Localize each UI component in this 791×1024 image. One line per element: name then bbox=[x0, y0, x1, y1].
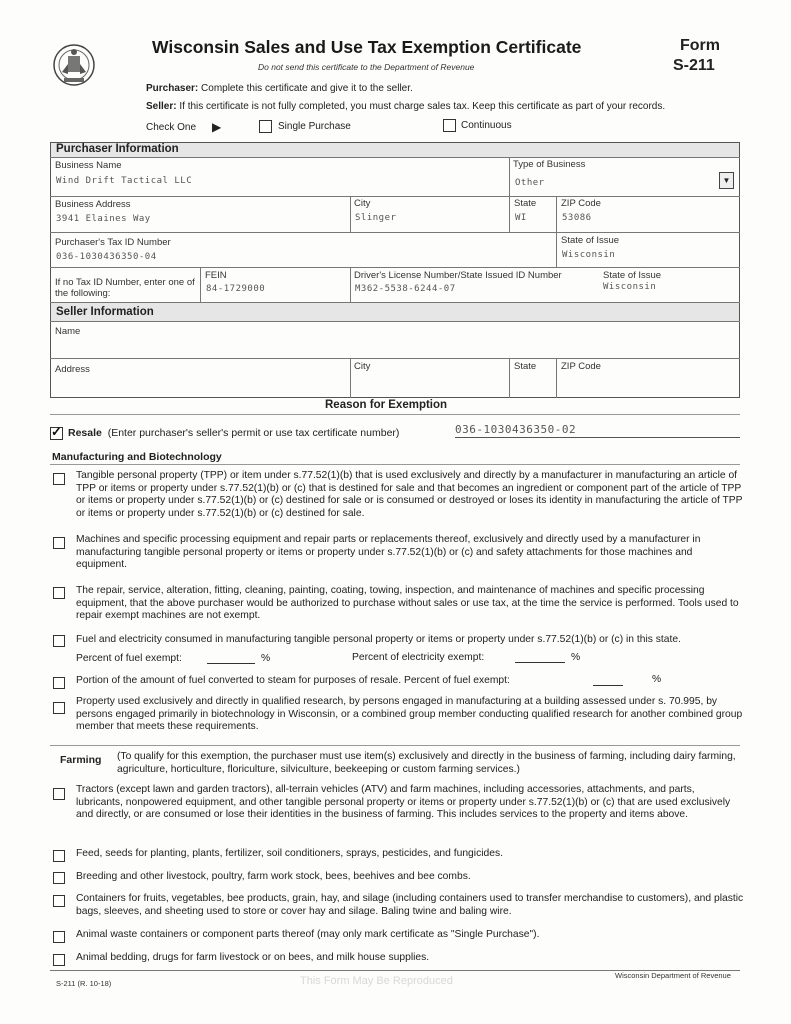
reason-title: Reason for Exemption bbox=[325, 399, 448, 411]
check-one-label: Check One bbox=[146, 122, 197, 133]
farm-feed-checkbox[interactable] bbox=[53, 850, 65, 862]
mfg-fuel-text: Fuel and electricity consumed in manufacturing tangible personal property or items or property under s.77.52(1)(b) or (c) in this state. bbox=[76, 634, 681, 645]
farming-title: Farming bbox=[60, 754, 102, 766]
drivers-license-field[interactable]: M362-5538-6244-07 bbox=[355, 284, 456, 294]
elec-pct-field[interactable] bbox=[515, 662, 565, 663]
mfg-repair-checkbox[interactable] bbox=[53, 587, 65, 599]
no-tax-id-label: If no Tax ID Number, enter one of the following: bbox=[55, 277, 195, 299]
seller-city-field[interactable] bbox=[352, 374, 507, 394]
business-address-field[interactable]: 3941 Elaines Way bbox=[56, 214, 151, 224]
type-of-business-select[interactable]: Other bbox=[515, 178, 545, 188]
state-seal bbox=[52, 40, 96, 90]
zip-label: ZIP Code bbox=[561, 198, 601, 209]
seller-address-label: Address bbox=[55, 364, 90, 375]
steam-pct-sign: % bbox=[652, 674, 662, 685]
seller-name-field[interactable] bbox=[52, 338, 738, 356]
arrow-right-icon: ▶ bbox=[212, 120, 222, 134]
tax-id-label: Purchaser's Tax ID Number bbox=[55, 237, 171, 248]
mfg-steam-checkbox[interactable] bbox=[53, 677, 65, 689]
resale-label: Resale (Enter purchaser's seller's permit or use tax certificate number) bbox=[68, 427, 400, 439]
fuel-pct-sign: % bbox=[261, 653, 271, 664]
mfg-machines-checkbox[interactable] bbox=[53, 537, 65, 549]
state-label: State bbox=[514, 198, 537, 209]
seller-name-label: Name bbox=[55, 326, 81, 337]
drivers-license-label: Driver's License Number/State Issued ID Number bbox=[354, 270, 562, 281]
chevron-down-icon[interactable]: ▼ bbox=[719, 172, 734, 189]
business-address-label: Business Address bbox=[55, 199, 131, 210]
business-name-label: Business Name bbox=[55, 160, 122, 171]
mfg-tpp-text: Tangible personal property (TPP) or item under s.77.52(1)(b) that is used exclusively and directly by a manufacturer in manufacturing an article of TPP or items or property under s.77.52(1)(b) or (c) that is destined for sale and that becomes an ingredient or component part of the article of TPP or items or property under s.77.52(1)(b) or (c) destined for sale or is consumed or destroyed or loses its identity in manufacturing the article of TPP or items or property under s.77.52(1)(b) or (c) destined for sale. bbox=[76, 470, 743, 519]
mfg-machines-text: Machines and specific processing equipment and repair parts or replacements thereof, exclusively and directly used by a manufacturer in manufacturing tangible personal property or items or property under s.77.52(1)(b) or (c) and safety attachments for those machines and equipment. bbox=[76, 534, 701, 571]
page-subtitle: Do not send this certificate to the Department of Revenue bbox=[258, 62, 475, 72]
mfg-fuel-checkbox[interactable] bbox=[53, 635, 65, 647]
mfg-research-checkbox[interactable] bbox=[53, 702, 65, 714]
farm-feed-text: Feed, seeds for planting, plants, fertilizer, soil conditioners, sprays, pesticides, and fungicides. bbox=[76, 848, 503, 859]
footer-dept: Wisconsin Department of Revenue bbox=[615, 971, 731, 980]
state-of-issue-field[interactable]: Wisconsin bbox=[562, 250, 616, 260]
seller-city-label: City bbox=[354, 361, 371, 372]
mfg-steam-text: Portion of the amount of fuel converted to steam for purposes of resale. Percent of fuel exempt: bbox=[76, 675, 510, 686]
purchaser-instruction: Purchaser: Complete this certificate and give it to the seller. bbox=[146, 83, 413, 94]
state-field[interactable]: WI bbox=[515, 213, 527, 223]
continuous-checkbox[interactable] bbox=[443, 119, 456, 132]
seller-instruction: Seller: If this certificate is not fully completed, you must charge sales tax. Keep this certificate as part of your records. bbox=[146, 101, 666, 112]
farm-waste-checkbox[interactable] bbox=[53, 931, 65, 943]
state-of-issue-label: State of Issue bbox=[561, 235, 620, 246]
type-of-business-label: Type of Business bbox=[513, 159, 586, 170]
city-label: City bbox=[354, 198, 371, 209]
dl-state-of-issue-label: State of Issue bbox=[603, 270, 662, 281]
fein-label: FEIN bbox=[205, 270, 227, 281]
single-purchase-checkbox[interactable] bbox=[259, 120, 272, 133]
mfg-research-text: Property used exclusively and directly in qualified research, by persons engaged in manufacturing at a building assessed under s. 70.995, by persons engaged primarily in biotechnology in Wisconsin, or a combined group member conducting qualified research for another combined group member that meets these requirements. bbox=[76, 696, 743, 733]
footer-watermark: This Form May Be Reproduced bbox=[300, 975, 453, 987]
farm-bedding-checkbox[interactable] bbox=[53, 954, 65, 966]
manufacturing-title: Manufacturing and Biotechnology bbox=[52, 451, 222, 463]
farm-waste-text: Animal waste containers or component parts thereof (may only mark certificate as "Single Purchase"). bbox=[76, 929, 540, 940]
steam-pct-field[interactable] bbox=[593, 685, 623, 686]
farm-bedding-text: Animal bedding, drugs for farm livestock or on bees, and milk house supplies. bbox=[76, 952, 430, 963]
mfg-repair-text: The repair, service, alteration, fitting, cleaning, painting, coating, towing, inspection, and maintenance of machines and specific processing equipment, that the above purchaser would be authorized to purchase without sales or use tax, at the time the service is performed. Tools used to repair exempt machines are not exempt. bbox=[76, 585, 739, 622]
mfg-tpp-checkbox[interactable] bbox=[53, 473, 65, 485]
farm-breeding-checkbox[interactable] bbox=[53, 872, 65, 884]
seller-zip-field[interactable] bbox=[558, 374, 738, 394]
elec-pct-sign: % bbox=[571, 652, 581, 663]
dl-state-of-issue-field[interactable]: Wisconsin bbox=[603, 282, 657, 292]
checkmark-icon: ✓ bbox=[51, 424, 62, 439]
seller-state-label: State bbox=[514, 361, 537, 372]
form-label: Form bbox=[680, 37, 720, 54]
seller-section-header: Seller Information bbox=[51, 303, 739, 321]
single-purchase-label: Single Purchase bbox=[278, 121, 351, 132]
seller-address-field[interactable] bbox=[52, 376, 348, 394]
tax-id-field[interactable]: 036-1030436350-04 bbox=[56, 252, 157, 262]
continuous-label: Continuous bbox=[461, 120, 512, 131]
business-name-field[interactable]: Wind Drift Tactical LLC bbox=[56, 176, 193, 186]
purchaser-section-header: Purchaser Information bbox=[51, 143, 739, 157]
fuel-pct-label: Percent of fuel exempt: bbox=[76, 653, 182, 664]
city-field[interactable]: Slinger bbox=[355, 213, 397, 223]
fein-field[interactable]: 84-1729000 bbox=[206, 284, 266, 294]
farming-intro: (To qualify for this exemption, the purchaser must use item(s) exclusively and directly in the business of farming, including dairy farming, agriculture, horticulture, floriculture, silviculture, beekeeping or custom farming services.) bbox=[117, 751, 736, 775]
seller-zip-label: ZIP Code bbox=[561, 361, 601, 372]
footer-form-code: S-211 (R. 10-18) bbox=[56, 979, 112, 988]
page-title: Wisconsin Sales and Use Tax Exemption Certificate bbox=[152, 37, 582, 57]
farm-tractors-checkbox[interactable] bbox=[53, 788, 65, 800]
farm-tractors-text: Tractors (except lawn and garden tractors), all-terrain vehicles (ATV) and farm machines, including accessories, attachments, and parts, lubricants, nonpowered equipment, and other tangible personal property or items or property under s.77.52(1)(b) or (c) that are used exclusively and directly, or are consumed or lose their identities in the business of farming. This includes services to the property and items above. bbox=[76, 784, 731, 821]
farm-containers-checkbox[interactable] bbox=[53, 895, 65, 907]
seller-state-field[interactable] bbox=[511, 374, 554, 394]
form-number: S-211 bbox=[673, 57, 715, 74]
farm-containers-text: Containers for fruits, vegetables, bee products, grain, hay, and silage (including containers used to transfer merchandise to customers), and plastic bags, sleeves, and sheeting used to store or cover hay and silage. Baling twine and baling wire. bbox=[76, 893, 744, 917]
zip-field[interactable]: 53086 bbox=[562, 213, 592, 223]
elec-pct-label: Percent of electricity exempt: bbox=[352, 652, 485, 663]
resale-number-field[interactable]: 036-1030436350-02 bbox=[455, 423, 740, 438]
farm-breeding-text: Breeding and other livestock, poultry, farm work stock, bees, beehives and bee combs. bbox=[76, 871, 471, 882]
fuel-pct-field[interactable] bbox=[207, 663, 255, 664]
resale-checkbox[interactable] bbox=[50, 424, 63, 440]
